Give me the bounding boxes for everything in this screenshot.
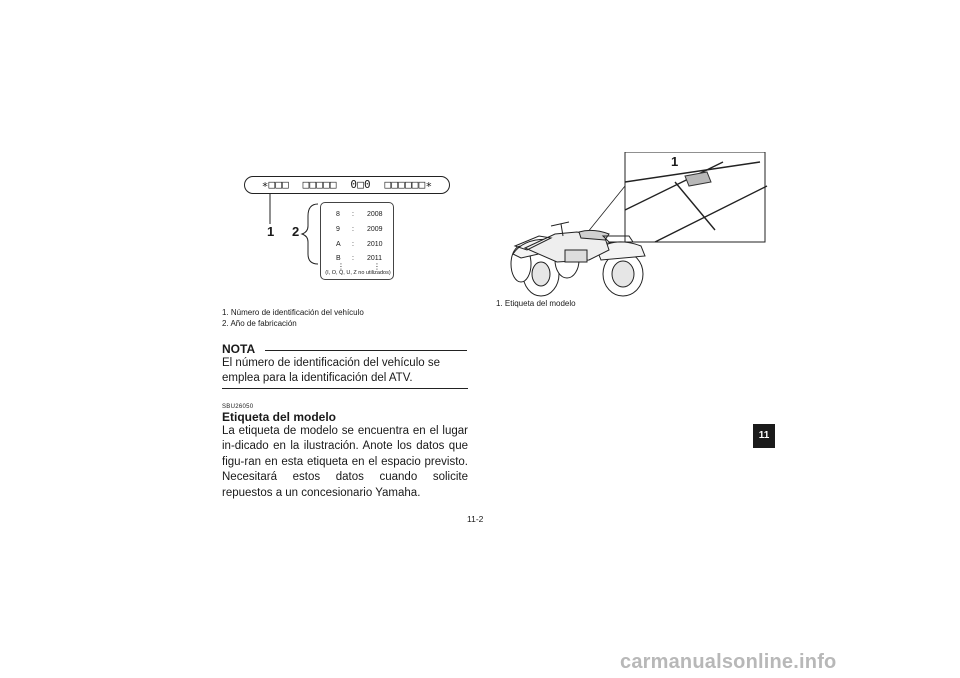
year-separator: : [352,226,354,233]
year-code: A [336,241,341,248]
year-value: 2011 [367,255,383,262]
watermark: carmanualsonline.info [620,651,837,673]
section-body: La etiqueta de modelo se encuentra en el lugar in-dicado en la ilustración. Anote los datos que figu-ran en esta etiqueta en el espacio previsto. Necesitará estos datos cuando solicite repuestos a un concesionario Yamaha. [222,425,468,499]
year-row [321,255,395,265]
year-code: B [336,255,341,262]
section-title: Etiqueta del modelo [222,410,337,424]
year-row [321,226,395,236]
page-number: 11-2 [467,514,484,524]
nota-divider-bottom [222,388,468,389]
atv-drawing [505,152,771,300]
nota-divider-top [265,350,467,351]
year-code: 8 [336,211,340,218]
atv-illustration [505,152,771,300]
caption-model-label: 1. Etiqueta del modelo [496,299,576,308]
year-row [321,241,395,251]
caption-vehicle-id-number: 1. Número de identificación del vehículo [222,308,364,317]
callout-number-2: 2 [292,224,300,239]
year-row [321,211,395,221]
year-code: 9 [336,226,340,233]
year-separator: : [352,255,354,262]
section-code: SBU26050 [222,404,254,410]
year-separator: : [352,241,354,248]
vin-pattern: ∗□□□ □□□□□ 0□0 □□□□□□∗ [244,176,450,194]
vin-diagram [244,172,454,292]
chapter-tab: 11 [753,424,775,448]
caption-manufacture-year: 2. Año de fabricación [222,319,297,328]
year-value: 2009 [367,226,383,233]
continuation-mark: ⋮ [373,262,381,271]
nota-title: NOTA [222,342,256,356]
year-code-table [320,202,394,280]
continuation-mark: ⋮ [337,262,345,271]
callout-number-1: 1 [267,224,275,239]
nota-body: El número de identificación del vehículo se emplea para la identificación del ATV. [222,357,440,384]
year-value: 2010 [367,241,383,248]
callout-number-1: 1 [671,154,679,169]
year-value: 2008 [367,211,383,218]
unused-letters-note: (I, O, Q, U, Z no utilizados) [325,270,391,276]
year-separator: : [352,211,354,218]
